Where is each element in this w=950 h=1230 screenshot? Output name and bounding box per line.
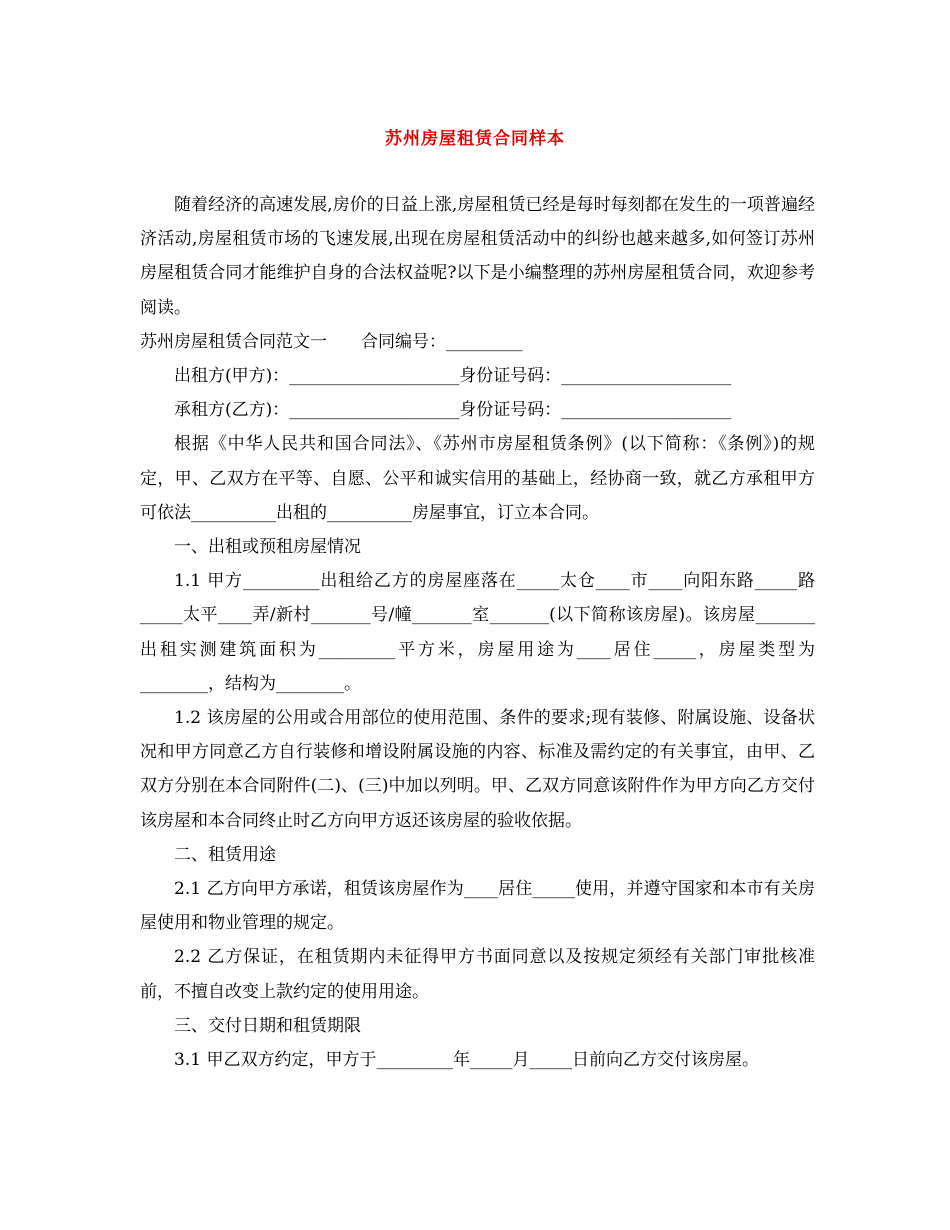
document-body	[140, 188, 815, 1077]
clause-2-1: 2.1 乙方向甲方承诺，租赁该房屋作为____居住_____使用，并遵守国家和本市有关房屋使用和物业管理的规定。	[140, 879, 815, 934]
document-title: 苏州房屋租赁合同样本	[385, 129, 565, 149]
contract-number-line: 苏州房屋租赁合同范文一 合同编号：_________	[140, 331, 523, 352]
lessee-line: 承租方(乙方)：____________________身份证号码：____________________	[174, 400, 732, 421]
clause-1-1: 1.1 甲方_________出租给乙方的房屋座落在_____太仓____市____向阳东路_____路_____太平____弄/新村_______号/幢_______室_______(以下简称该房屋)。该房屋_______出租实测建筑面积为_________平方米，房屋用途为____居住_____，房屋类型为________，结构为________。	[140, 571, 815, 694]
clause-3-1: 3.1 甲乙双方约定，甲方于_________年_____月_____日前向乙方交付该房屋。	[174, 1050, 759, 1071]
lessor-line: 出租方(甲方)：____________________身份证号码：____________________	[174, 366, 732, 387]
section-heading-3: 三、交付日期和租赁期限	[174, 1015, 361, 1036]
intro-paragraph: 随着经济的高速发展,房价的日益上涨,房屋租赁已经是每时每刻都在发生的一项普遍经济活动,房屋租赁市场的飞速发展,出现在房屋租赁活动中的纠纷也越来越多,如何签订苏州房屋租赁合同才能维护自身的合法权益呢?以下是小编整理的苏州房屋租赁合同，欢迎参考阅读。	[140, 195, 815, 318]
clause-2-2: 2.2 乙方保证，在租赁期内未征得甲方书面同意以及按规定须经有关部门审批核准前，不擅自改变上款约定的使用用途。	[140, 947, 815, 1002]
section-heading-2: 二、租赁用途	[174, 844, 276, 865]
section-heading-1: 一、出租或预租房屋情况	[174, 537, 361, 558]
preamble-paragraph: 根据《中华人民共和国合同法》、《苏州市房屋租赁条例》(以下简称：《条例》)的规定，甲、乙双方在平等、自愿、公平和诚实信用的基础上，经协商一致，就乙方承租甲方可依法__________出租的__________房屋事宜，订立本合同。	[140, 434, 815, 523]
clause-1-2: 1.2 该房屋的公用或合用部位的使用范围、条件的要求;现有装修、附属设施、设备状况和甲方同意乙方自行装修和增设附属设施的内容、标准及需约定的有关事宜，由甲、乙双方分别在本合同附件(二)、(三)中加以列明。甲、乙双方同意该附件作为甲方向乙方交付该房屋和本合同终止时乙方向甲方返还该房屋的验收依据。	[140, 708, 815, 831]
